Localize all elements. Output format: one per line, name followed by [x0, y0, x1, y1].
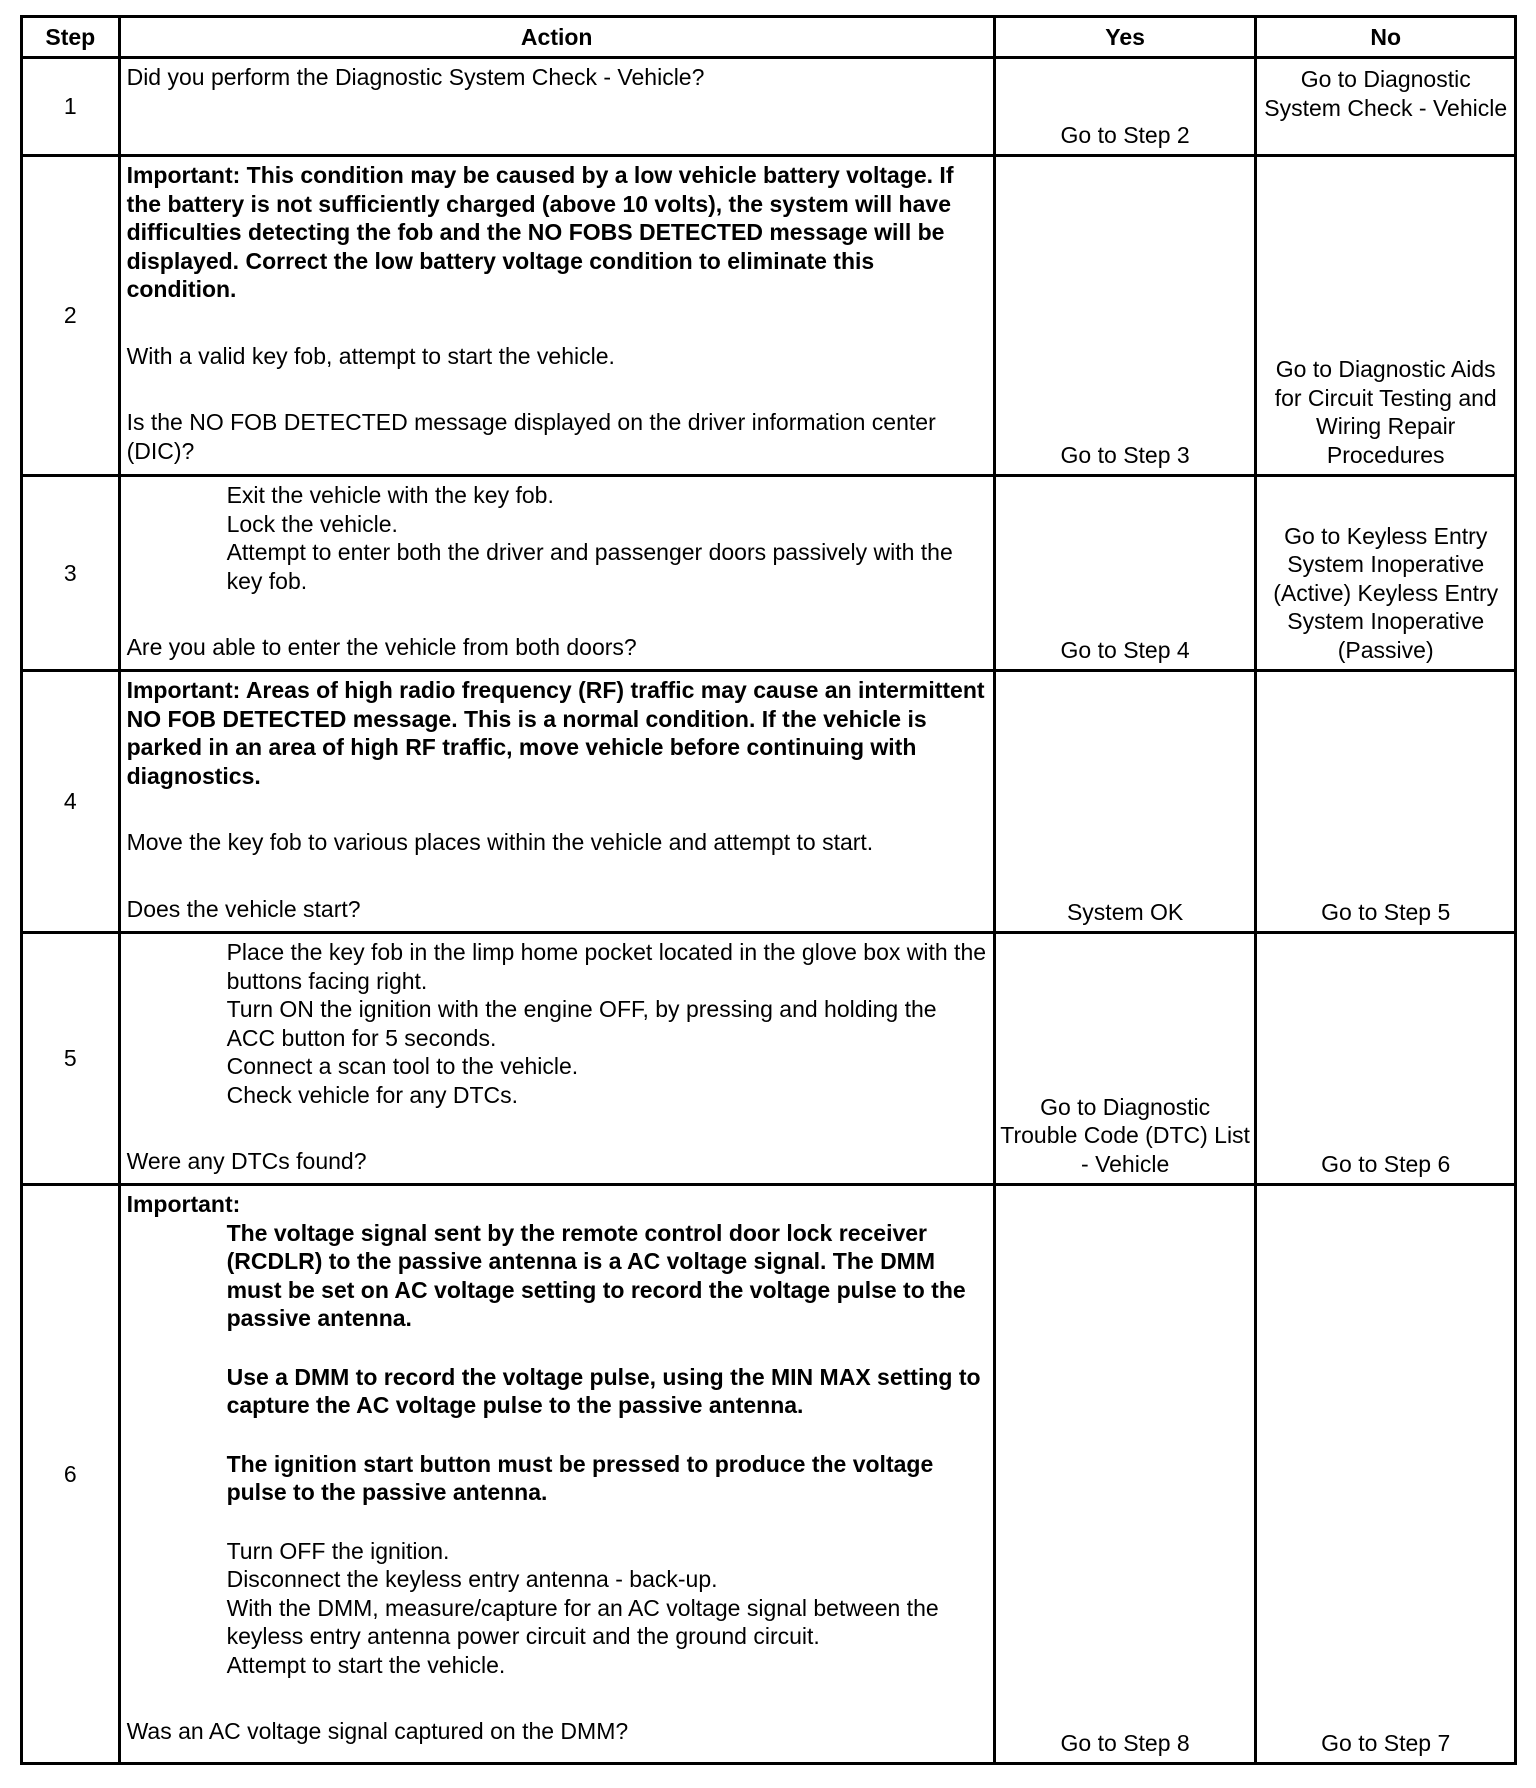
table-row	[22, 476, 1516, 671]
important-note: Use a DMM to record the voltage pulse, using the MIN MAX setting to capture the AC voltage pulse to the passive antenna.	[226, 1363, 981, 1418]
action-cell	[119, 1185, 994, 1764]
question-text: Was an AC voltage signal captured on the DMM?	[126, 1718, 629, 1744]
procedure-step: Check vehicle for any DTCs.	[226, 1081, 519, 1108]
action-cell	[119, 156, 994, 476]
yes-cell: Go to Step 2	[994, 58, 1256, 156]
procedure-step: Disconnect the keyless entry antenna - back-up.	[226, 1566, 718, 1592]
header-no: No	[1256, 17, 1516, 58]
question-text: Were any DTCs found?	[126, 1148, 367, 1174]
action-cell	[119, 671, 994, 933]
no-cell: Go to Step 7	[1256, 1185, 1516, 1764]
table-row	[22, 156, 1516, 476]
procedure-step: Turn OFF the ignition.	[226, 1537, 450, 1564]
yes-cell: Go to Step 8	[994, 1185, 1256, 1764]
procedure-step: Attempt to enter both the driver and passenger doors passively with the key fob.	[226, 539, 953, 594]
important-label: Important:	[126, 1191, 241, 1217]
procedure-step: Exit the vehicle with the key fob.	[226, 482, 554, 508]
no-cell: Go to Step 5	[1256, 671, 1516, 933]
yes-cell: System OK	[994, 671, 1256, 933]
no-cell: Go to Keyless Entry System Inoperative (Active) Keyless Entry System Inoperative (Passive)	[1256, 476, 1516, 671]
yes-cell: Go to Step 3	[994, 156, 1256, 476]
table-row	[22, 671, 1516, 933]
step-number: 5	[22, 933, 120, 1185]
question-text: Is the NO FOB DETECTED message displayed on the driver information center (DIC)?	[126, 409, 936, 464]
action-cell	[119, 476, 994, 671]
action-cell	[119, 58, 994, 156]
action-cell	[119, 933, 994, 1185]
header-yes: Yes	[994, 17, 1256, 58]
procedure-step: Lock the vehicle.	[226, 510, 398, 537]
question-text: Did you perform the Diagnostic System Check - Vehicle?	[126, 64, 705, 90]
diagnostic-table	[20, 15, 1517, 1765]
yes-cell: Go to Diagnostic Trouble Code (DTC) List - Vehicle	[994, 933, 1256, 1185]
procedure-step: Attempt to start the vehicle.	[226, 1651, 506, 1678]
question-text: Does the vehicle start?	[126, 895, 361, 922]
table-row	[22, 58, 1516, 156]
procedure-step: Turn ON the ignition with the engine OFF, by pressing and holding the ACC button for 5 seconds.	[226, 996, 937, 1051]
instruction-text: Move the key fob to various places within the vehicle and attempt to start.	[126, 829, 874, 855]
important-note: Important: Areas of high radio frequency (RF) traffic may cause an intermittent NO FOB DETECTED message. This is a normal condition. If the vehicle is parked in an area of high RF traffic, move vehicle before continuing with diagnostics.	[126, 677, 985, 789]
table-row	[22, 1185, 1516, 1764]
header-action: Action	[119, 17, 994, 58]
procedure-list	[127, 938, 987, 1109]
important-note: The voltage signal sent by the remote control door lock receiver (RCDLR) to the passive antenna is a AC voltage signal. The DMM must be set on AC voltage setting to record the voltage pulse to the passive antenna.	[226, 1219, 966, 1331]
important-note: The ignition start button must be pressed to produce the voltage pulse to the passive antenna.	[226, 1450, 934, 1505]
procedure-step: Place the key fob in the limp home pocket located in the glove box with the buttons facing right.	[226, 939, 987, 994]
procedure-step: Connect a scan tool to the vehicle.	[226, 1053, 579, 1079]
instruction-text: With a valid key fob, attempt to start the vehicle.	[126, 342, 615, 369]
step-number: 3	[22, 476, 120, 671]
step-number: 2	[22, 156, 120, 476]
important-note: Important: This condition may be caused by a low vehicle battery voltage. If the battery is not sufficiently charged (above 10 volts), the system will have difficulties detecting the fob and the NO FOBS DETECTED message will be displayed. Correct the low battery voltage condition to eliminate this condition.	[126, 162, 954, 302]
no-cell: Go to Diagnostic Aids for Circuit Testing and Wiring Repair Procedures	[1256, 156, 1516, 476]
header-row	[22, 17, 1516, 58]
step-number: 1	[22, 58, 120, 156]
table-row	[22, 933, 1516, 1185]
yes-cell: Go to Step 4	[994, 476, 1256, 671]
no-cell: Go to Step 6	[1256, 933, 1516, 1185]
question-text: Are you able to enter the vehicle from both doors?	[126, 634, 637, 660]
step-number: 6	[22, 1185, 120, 1764]
procedure-list	[127, 1537, 987, 1680]
procedure-step: With the DMM, measure/capture for an AC voltage signal between the keyless entry antenna power circuit and the ground circuit.	[226, 1594, 939, 1649]
header-step: Step	[22, 17, 120, 58]
no-cell: Go to Diagnostic System Check - Vehicle	[1256, 58, 1516, 156]
step-number: 4	[22, 671, 120, 933]
procedure-list	[127, 481, 987, 595]
